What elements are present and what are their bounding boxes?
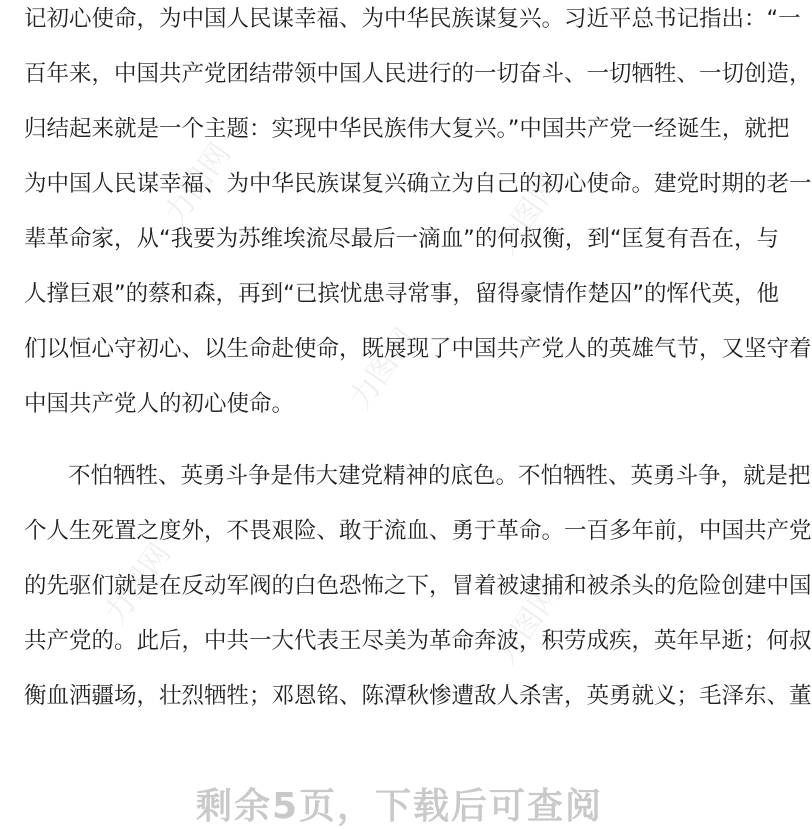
text-line: 不怕牺牲、英勇斗争是伟大建党精神的底色。不怕牺牲、英勇斗争，就是把 [68,463,811,489]
paragraph-sacrifice-and-struggle [24,449,812,724]
text-line: 辈革命家，从“我要为苏维埃流尽最后一滴血”的何叔衡，到“匡复有吾在，与 [24,226,779,252]
watermark: 力图网 [487,167,569,261]
watermark: 力图网 [157,137,239,231]
download-banner[interactable] [0,752,800,827]
text-line: 人撑巨艰”的蔡和森，再到“已摈忧患寻常事，留得豪情作楚囚”的恽代英，他 [24,281,779,307]
watermark: 力图网 [342,322,424,416]
text-line: 共产党的。此后，中共一大代表王尽美为革命奔波，积劳成疾，英年早逝；何叔 [24,628,812,654]
text-line: 的先驱们就是在反动军阀的白色恐怖之下，冒着被逮捕和被杀头的危险创建中国 [24,573,812,599]
download-banner-text[interactable]: 剩余5页，下载后可查阅 [196,786,604,827]
text-line: 百年来，中国共产党团结带领中国人民进行的一切奋斗、一切牺牲、一切创造， [24,61,812,87]
text-line: 衡血洒疆场，壮烈牺牲；邓恩铭、陈潭秋惨遭敌人杀害，英勇就义；毛泽东、董 [24,683,812,709]
text-line: 中国共产党人的初心使命。 [24,391,295,417]
text-line: 为中国人民谋幸福、为中华民族谋复兴确立为自己的初心使命。建党时期的老一 [24,171,812,197]
watermark: 力图网 [487,577,569,671]
text-line: 记初心使命，为中国人民谋幸福、为中华民族谋复兴。习近平总书记指出：“一 [24,6,801,32]
text-line: 们以恒心守初心、以生命赴使命，既展现了中国共产党人的英雄气节，又坚守着 [24,336,812,362]
text-line: 归结起来就是一个主题：实现中华民族伟大复兴。”中国共产党一经诞生，就把 [24,116,790,142]
paragraph-initial-mission [24,0,812,432]
text-line: 个人生死置之度外，不畏艰险、敢于流血、勇于革命。一百多年前，中国共产党 [24,518,812,544]
watermark: 力图网 [97,537,179,631]
